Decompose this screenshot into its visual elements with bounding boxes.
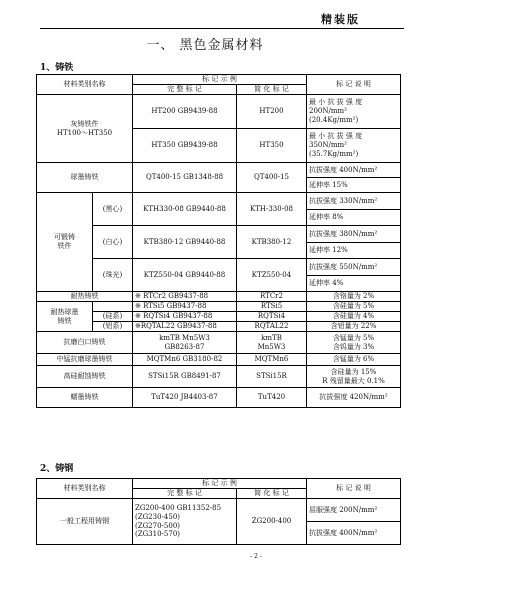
header-description: 标 记 说 明 — [307, 75, 401, 95]
row-gray-iron-name: 灰铸铁件 HT100～HT350 — [37, 95, 133, 163]
row-malleable-3-short: KTZ550-04 — [237, 259, 307, 292]
row-heat-iron-desc: 含铬量为 2% — [307, 292, 401, 302]
row-nodular-name: 球墨铸铁 — [37, 163, 133, 193]
row-malleable-1-full: KTH330-08 GB9440-88 — [133, 193, 237, 226]
row-malleable-1-short: KTH-330-08 — [237, 193, 307, 226]
header-mark-group: 标 记 示 例 — [133, 75, 307, 85]
row-general-steel-name: 一般工程用铸钢 — [37, 499, 133, 545]
row-mn-name: 中锰抗磨球墨铸铁 — [37, 354, 133, 366]
row-heat-nodular-2-short: RQTSi4 — [237, 312, 307, 322]
section-cast-steel-heading: 2、铸钢 — [40, 464, 74, 474]
row-heat-iron-name: 耐热铸铁 — [37, 292, 133, 302]
row-gray-iron-2-full: HT350 GB9439-88 — [133, 129, 237, 163]
row-heat-nodular-3-desc: 含铝量为 22% — [307, 322, 401, 332]
row-vermicular-full: TuT420 JB4403-87 — [133, 388, 237, 408]
row-malleable-1-sub: (黑心) — [93, 193, 133, 226]
steel-header-category: 材料类别名称 — [37, 479, 133, 499]
cast-iron-table — [36, 74, 401, 408]
row-gray-iron-1-short: HT200 — [237, 95, 307, 129]
row-nodular-short: QT400-15 — [237, 163, 307, 193]
row-malleable-2-desc: 抗拔强度 380N/mm² 延伸率 12% — [307, 226, 401, 259]
steel-header-short-mark: 简 化 标 记 — [237, 489, 307, 499]
row-heat-nodular-2-sub: (硅系) — [93, 312, 133, 322]
row-malleable-3-desc: 抗拔强度 550N/mm² 延伸率 4% — [307, 259, 401, 292]
row-gray-iron-1-desc: 最 小 抗 拔 强 度 200N/mm² (20.4Kg/mm²) — [307, 95, 401, 129]
row-general-steel-full: ZG200-400 GB11352-85 (ZG230-450) (ZG270-500) (ZG310-570) — [133, 499, 237, 545]
row-nodular-full: QT400-15 GB1348-88 — [133, 163, 237, 193]
row-abrasion-name: 抗磨白口铸铁 — [37, 332, 133, 354]
row-heat-nodular-1-short: RTSi5 — [237, 302, 307, 312]
row-mn-short: MQTMn6 — [237, 354, 307, 366]
row-gray-iron-2-desc: 最 小 抗 拔 强 度 350N/mm² (35.7Kg/mm²) — [307, 129, 401, 163]
row-vermicular-desc: 抗拔强度 420N/mm² — [307, 388, 401, 408]
page-number: - 2 - — [250, 553, 262, 560]
row-malleable-3-sub: (珠光) — [93, 259, 133, 292]
row-gray-iron-2-short: HT350 — [237, 129, 307, 163]
row-heat-nodular-2-full: ※ RQTSi4 GB9437-88 — [133, 312, 237, 322]
header-short-mark: 简 化 标 记 — [237, 85, 307, 95]
row-abrasion-full: kmTB Mn5W3 GB8263-87 — [133, 332, 237, 354]
steel-header-mark-group: 标 记 示 例 — [133, 479, 307, 489]
page-title: 一、 黑色金属材料 — [146, 38, 264, 53]
header-rule — [40, 28, 404, 29]
steel-header-full-mark: 完 整 标 记 — [133, 489, 237, 499]
header-category: 材料类别名称 — [37, 75, 133, 95]
row-si-desc: 含硅量为 15% R 残留量最大 0.1% — [307, 366, 401, 388]
row-si-full: STSi15R GB8491-87 — [133, 366, 237, 388]
row-vermicular-short: TuT420 — [237, 388, 307, 408]
row-heat-nodular-name: 耐热球墨 铸铁 — [37, 302, 93, 332]
row-abrasion-desc: 含锰量为 5% 含钨量为 3% — [307, 332, 401, 354]
row-abrasion-short: kmTB Mn5W3 — [237, 332, 307, 354]
row-general-steel-short: ZG200-400 — [237, 499, 307, 545]
row-malleable-3-full: KTZ550-04 GB9440-88 — [133, 259, 237, 292]
row-gray-iron-1-full: HT200 GB9439-88 — [133, 95, 237, 129]
row-malleable-name: 可锻铸 铁件 — [37, 193, 93, 292]
row-malleable-2-sub: (白心) — [93, 226, 133, 259]
row-mn-full: MQTMn6 GB3180-82 — [133, 354, 237, 366]
row-si-short: STSi15R — [237, 366, 307, 388]
row-nodular-desc: 抗拔强度 400N/mm² 延伸率 15% — [307, 163, 401, 193]
header-full-mark: 完 整 标 记 — [133, 85, 237, 95]
section-cast-iron-heading: 1、铸铁 — [40, 63, 74, 73]
row-si-name: 高硅耐蚀铸铁 — [37, 366, 133, 388]
row-malleable-2-short: KTB380-12 — [237, 226, 307, 259]
row-heat-nodular-3-sub: (铝系) — [93, 322, 133, 332]
row-malleable-2-full: KTB380-12 GB9440-88 — [133, 226, 237, 259]
row-heat-nodular-2-desc: 含硅量为 4% — [307, 312, 401, 322]
row-heat-nodular-3-short: RQTAL22 — [237, 322, 307, 332]
row-heat-iron-short: RTCr2 — [237, 292, 307, 302]
header-brand: 精装版 — [321, 13, 360, 26]
row-heat-iron-full: ※ RTCr2 GB9437-88 — [133, 292, 237, 302]
steel-header-description: 标 记 说 明 — [307, 479, 401, 499]
row-heat-nodular-3-full: ※RQTAL22 GB9437-88 — [133, 322, 237, 332]
row-general-steel-desc: 屈服强度 200N/mm² 抗拔强度 400N/mm² — [307, 499, 401, 545]
row-heat-nodular-1-full: ※ RTSi5 GB9437-88 — [133, 302, 237, 312]
row-heat-nodular-1-desc: 含硅量为 5% — [307, 302, 401, 312]
row-vermicular-name: 蠕墨铸铁 — [37, 388, 133, 408]
row-malleable-1-desc: 抗拔强度 330N/mm² 延伸率 8% — [307, 193, 401, 226]
row-mn-desc: 含锰量为 6% — [307, 354, 401, 366]
row-heat-nodular-1-sub — [93, 302, 133, 312]
cast-steel-table — [36, 478, 401, 545]
